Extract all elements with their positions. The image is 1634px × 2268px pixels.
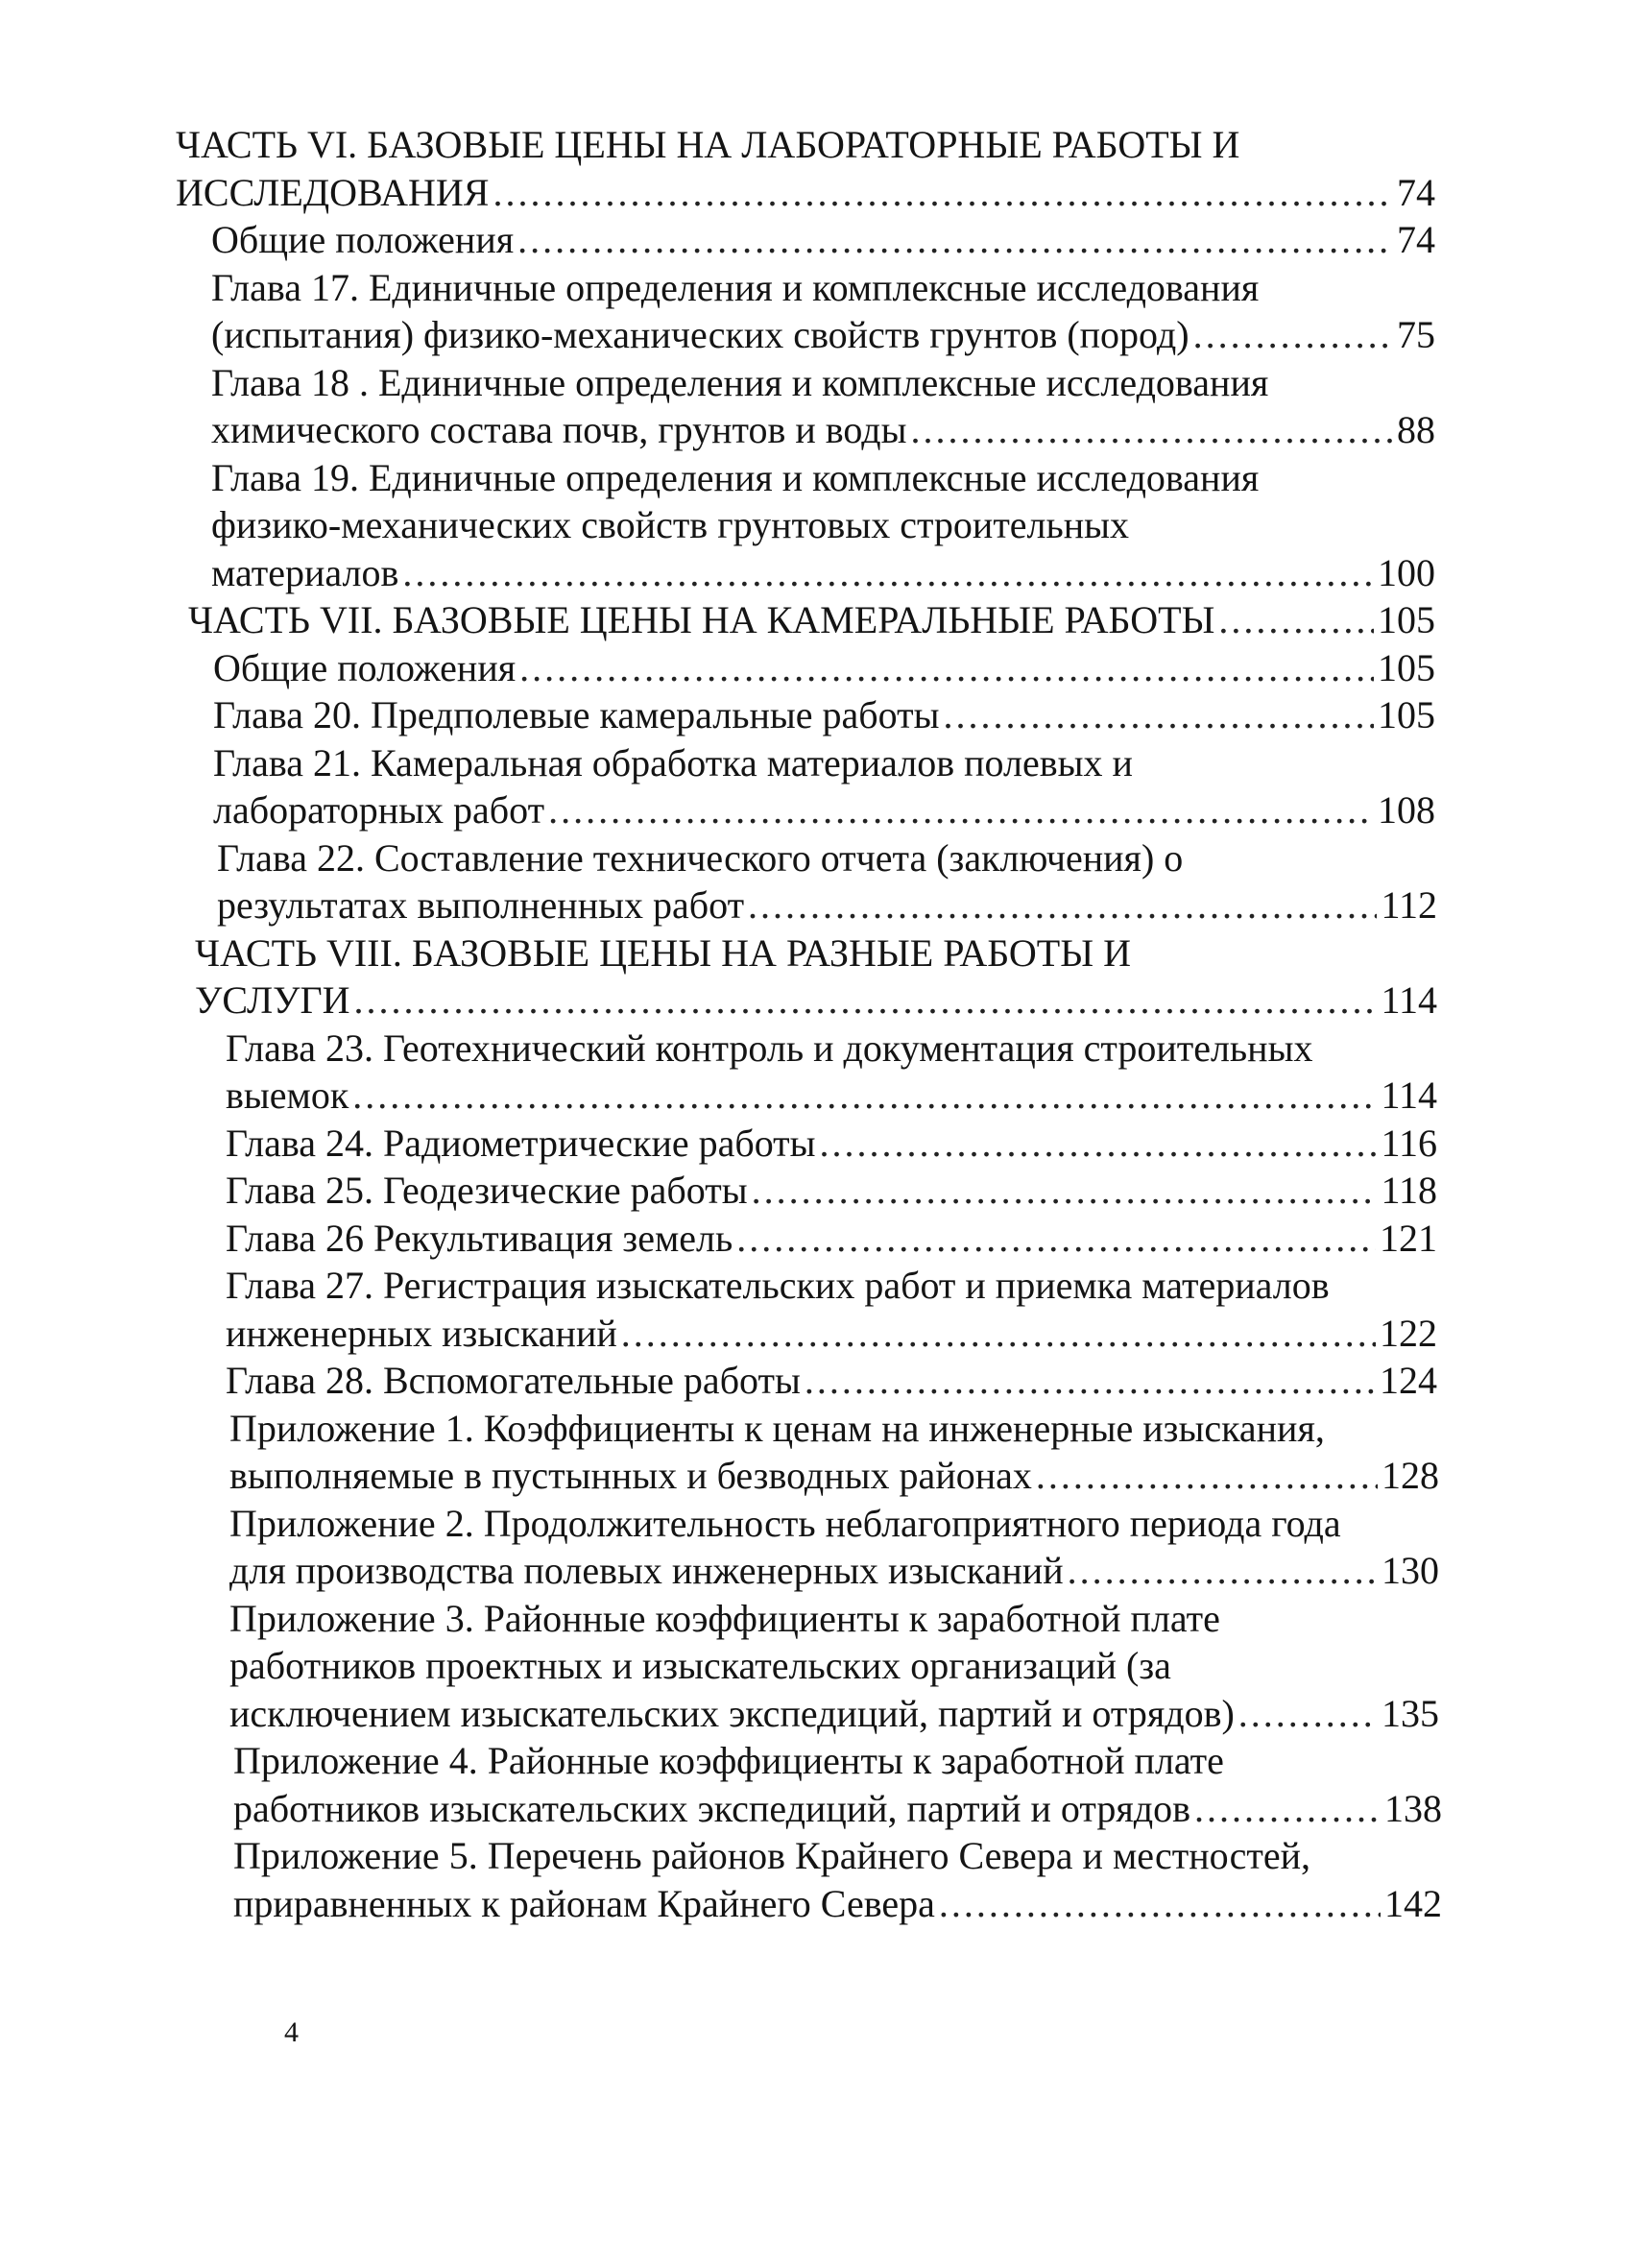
toc-entry-text: Глава 28. Вспомогательные работы	[226, 1359, 801, 1402]
toc-entry-text: Глава 17. Единичные определения и комплексные исследования	[211, 265, 1260, 309]
toc-line	[0, 359, 1435, 407]
toc-line	[0, 929, 1437, 977]
toc-entry-text: Глава 25. Геодезические работы	[226, 1169, 748, 1212]
toc-page-number: 105	[1378, 645, 1435, 689]
toc-page-number: 105	[1378, 693, 1435, 736]
toc-line	[0, 1405, 1439, 1453]
toc-page-number: 130	[1382, 1549, 1439, 1592]
toc-entry-text: ИССЛЕДОВАНИЯ	[176, 170, 490, 214]
toc-dot-leader	[402, 549, 1374, 597]
toc-page-number: 105	[1378, 598, 1435, 641]
toc-page-number: 100	[1378, 550, 1435, 594]
toc-line	[0, 1500, 1439, 1548]
toc-dot-leader	[1238, 1690, 1378, 1738]
toc-line	[0, 1785, 1442, 1833]
toc-line	[0, 786, 1435, 834]
toc-entry-text: Глава 27. Регистрация изыскательских работ и приемка материалов	[226, 1264, 1330, 1307]
toc-entry-text: для производства полевых инженерных изысканий	[229, 1549, 1064, 1592]
toc-dot-leader	[352, 1072, 1377, 1120]
toc-line	[0, 1737, 1442, 1785]
toc-entry-text: (испытания) физико-механических свойств грунтов (пород)	[211, 313, 1189, 356]
toc-dot-leader	[493, 169, 1393, 217]
toc-dot-leader	[517, 216, 1393, 264]
toc-line	[0, 1642, 1439, 1690]
toc-line	[0, 739, 1435, 787]
toc-line	[0, 691, 1435, 739]
toc-line	[0, 1262, 1437, 1310]
toc-page-number: 74	[1397, 170, 1435, 214]
toc-entry-text: ЧАСТЬ VI. БАЗОВЫЕ ЦЕНЫ НА ЛАБОРАТОРНЫЕ РАБОТЫ И	[176, 123, 1240, 166]
toc-entry-text: ЧАСТЬ VIII. БАЗОВЫЕ ЦЕНЫ НА РАЗНЫЕ РАБОТЫ И	[195, 930, 1131, 975]
toc-page-number: 122	[1380, 1311, 1437, 1355]
toc-line	[0, 311, 1435, 359]
toc-entry-text: работников проектных и изыскательских организаций (за	[229, 1644, 1171, 1687]
toc-page-number: 124	[1380, 1359, 1437, 1402]
toc-entry-text: выемок	[226, 1074, 349, 1117]
page-number: 4	[284, 2016, 299, 2048]
toc-dot-leader	[519, 644, 1374, 692]
toc-entry-text: Приложение 1. Коэффициенты к ценам на инженерные изыскания,	[229, 1406, 1325, 1450]
toc-entry-text: Глава 24. Радиометрические работы	[226, 1121, 816, 1165]
toc-page-number: 108	[1378, 788, 1435, 832]
toc-page-number: 138	[1384, 1786, 1442, 1830]
toc-entry-text: Приложение 5. Перечень районов Крайнего Севера и местностей,	[233, 1834, 1311, 1877]
toc-dot-leader	[943, 691, 1374, 739]
toc-dot-leader	[1036, 1452, 1378, 1500]
toc-line	[0, 264, 1435, 312]
toc-page-number: 128	[1382, 1454, 1439, 1497]
toc-line	[0, 596, 1435, 644]
toc-page-number: 116	[1381, 1121, 1437, 1165]
toc-page-number: 112	[1381, 883, 1437, 927]
toc-entry-text: Общие положения	[213, 645, 517, 689]
toc-entry-text: Глава 22. Составление технического отчета (заключения) о	[217, 835, 1184, 880]
toc-entry-text: Глава 19. Единичные определения и комплексные исследования	[211, 455, 1260, 499]
toc-entry-text: Глава 23. Геотехнический контроль и документация строительных	[226, 1025, 1313, 1070]
toc-line	[0, 1452, 1439, 1500]
toc-line	[0, 1880, 1442, 1928]
toc-entry-text: ЧАСТЬ VII. БАЗОВЫЕ ЦЕНЫ НА КАМЕРАЛЬНЫЕ РАБОТЫ	[188, 598, 1215, 641]
toc-dot-leader	[939, 1880, 1381, 1928]
toc-entry-text: Глава 26 Рекультивация земель	[226, 1216, 733, 1260]
toc-dot-leader	[1194, 1785, 1381, 1833]
toc-page-number: 88	[1397, 408, 1435, 451]
toc-dot-leader	[752, 1167, 1378, 1215]
toc-line	[0, 454, 1435, 502]
toc-entry-text: лабораторных работ	[213, 788, 545, 832]
toc-dot-leader	[353, 977, 1377, 1025]
toc-line	[0, 1310, 1437, 1358]
toc-dot-leader	[820, 1120, 1378, 1168]
toc-page-number: 74	[1397, 218, 1435, 261]
toc-dot-leader	[621, 1310, 1376, 1358]
toc-page-number: 75	[1397, 313, 1435, 356]
toc-entry-text: материалов	[211, 550, 399, 594]
toc-dot-leader	[748, 881, 1377, 929]
toc-dot-leader	[805, 1357, 1376, 1405]
toc-entry-text: Приложение 4. Районные коэффициенты к заработной плате	[233, 1739, 1224, 1782]
toc-line	[0, 834, 1437, 882]
toc-page-number: 135	[1382, 1691, 1439, 1735]
toc-entry-text: УСЛУГИ	[195, 978, 350, 1022]
toc-entry-text: выполняемые в пустынных и безводных районах	[229, 1454, 1032, 1497]
toc-line	[0, 1690, 1439, 1738]
toc-entry-text: исключением изыскательских экспедиций, партий и отрядов)	[229, 1691, 1235, 1735]
toc-line	[0, 169, 1435, 217]
toc-entry-text: Глава 18 . Единичные определения и комплексные исследования	[211, 360, 1269, 404]
toc-entry-text: Глава 21. Камеральная обработка материалов полевых и	[213, 740, 1133, 784]
toc-dot-leader	[548, 786, 1374, 834]
toc-page-number: 114	[1381, 978, 1437, 1022]
toc-dot-leader	[736, 1215, 1376, 1263]
toc-dot-leader	[911, 406, 1394, 454]
toc-line	[0, 644, 1435, 692]
toc-dot-leader	[1218, 596, 1374, 644]
toc-dot-leader	[1068, 1547, 1378, 1595]
toc-line	[0, 1120, 1437, 1168]
toc-entry-text: приравненных к районам Крайнего Севера	[233, 1881, 935, 1925]
toc-line	[0, 1025, 1437, 1073]
toc-line	[0, 1547, 1439, 1595]
toc-entry-text: инженерных изысканий	[226, 1311, 617, 1355]
toc-entry-text: Приложение 3. Районные коэффициенты к заработной плате	[229, 1596, 1220, 1640]
toc-dot-leader	[1193, 311, 1393, 359]
toc-line	[0, 1595, 1439, 1643]
table-of-contents	[0, 121, 1634, 1927]
toc-page-number: 142	[1384, 1881, 1442, 1925]
toc-line	[0, 121, 1435, 169]
toc-line	[0, 501, 1435, 549]
toc-line	[0, 1215, 1437, 1263]
toc-page-number: 118	[1381, 1169, 1437, 1212]
toc-line	[0, 1072, 1437, 1120]
toc-entry-text: Глава 20. Предполевые камеральные работы	[213, 693, 940, 736]
toc-line	[0, 216, 1435, 264]
toc-entry-text: работников изыскательских экспедиций, партий и отрядов	[233, 1786, 1190, 1830]
toc-entry-text: физико-механических свойств грунтовых строительных	[211, 503, 1130, 546]
toc-entry-text: Общие положения	[211, 218, 515, 261]
toc-line	[0, 1357, 1437, 1405]
toc-line	[0, 881, 1437, 929]
toc-line	[0, 977, 1437, 1025]
toc-page-number: 121	[1380, 1216, 1437, 1260]
toc-entry-text: химического состава почв, грунтов и воды	[211, 408, 907, 451]
toc-line	[0, 1167, 1437, 1215]
toc-line	[0, 406, 1435, 454]
toc-entry-text: Приложение 2. Продолжительность неблагоприятного периода года	[229, 1501, 1341, 1545]
toc-entry-text: результатах выполненных работ	[217, 883, 745, 927]
toc-line	[0, 1832, 1442, 1880]
toc-page-number: 114	[1381, 1074, 1437, 1117]
toc-line	[0, 549, 1435, 597]
